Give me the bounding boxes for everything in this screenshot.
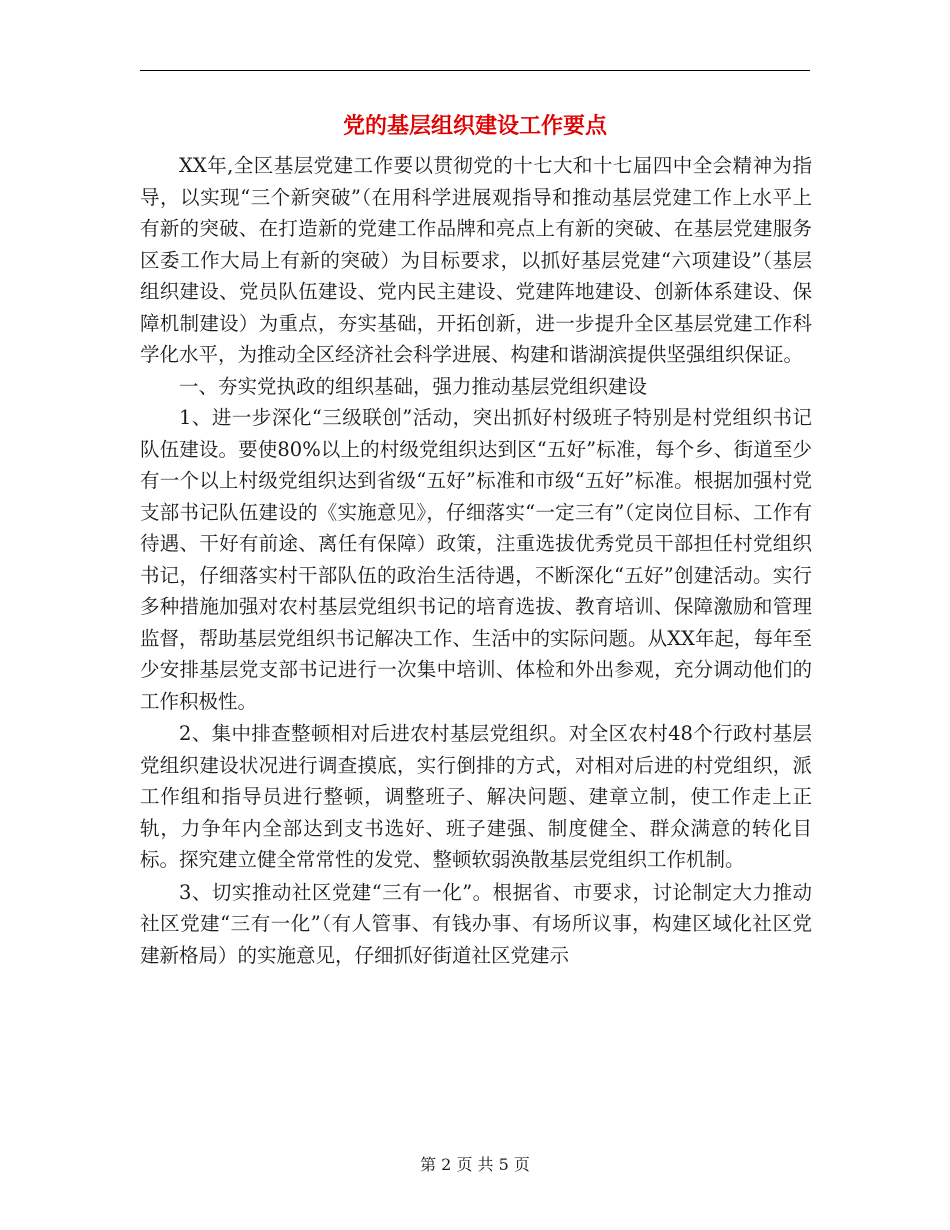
paragraph-item-1: 1、进一步深化“三级联创”活动，突出抓好村级班子特别是村党组织书记队伍建设。要使80%以上的村级党组织达到区“五好”标准，每个乡、街道至少有一个以上村级党组织达到省级“五好”标准和市级“五好”标准。根据加强村党支部书记队伍建设的《实施意见》，仔细落实“一定三有”（定岗位目标、工作有待遇、干好有前途、离任有保障）政策，注重选拔优秀党员干部担任村党组织书记，仔细落实村干部队伍的政治生活待遇，不断深化“五好”创建活动。实行多种措施加强对农村基层党组织书记的培育选拔、教育培训、保障激励和管理监督，帮助基层党组织书记解决工作、生活中的实际问题。从XX年起，每年至少安排基层党支部书记进行一次集中培训、体检和外出参观，充分调动他们的工作积极性。 [140,406,812,713]
paragraph-item-2: 2、集中排查整顿相对后进农村基层党组织。对全区农村48个行政村基层党组织建设状况进行调查摸底，实行倒排的方式，对相对后进的村党组织，派工作组和指导员进行整顿，调整班子、解决问题、建章立制，使工作走上正轨，力争年内全部达到支书选好、班子建强、制度健全、群众满意的转化目标。探究建立健全常常性的发党、整顿软弱涣散基层党组织工作机制。 [140,722,812,871]
section-heading-1: 一、夯实党执政的组织基础，强力推动基层党组织建设 [179,374,648,398]
paragraph-intro: XX年,全区基层党建工作要以贯彻党的十七大和十七届四中全会精神为指导，以实现“三个新突破”（在用科学进展观指导和推动基层党建工作上水平上有新的突破、在打造新的党建工作品牌和亮点上有新的突破、在基层党建服务区委工作大局上有新的突破）为目标要求，以抓好基层党建“六项建设”（基层组织建设、党员队伍建设、党内民主建设、党建阵地建设、创新体系建设、保障机制建设）为重点，夯实基础，开拓创新，进一步提升全区基层党建工作科学化水平，为推动全区经济社会科学进展、构建和谐湖滨提供坚强组织保证。 [140,154,812,366]
header-rule [140,70,810,71]
document-body [140,150,812,971]
paragraph-item-3: 3、切实推动社区党建“三有一化”。根据省、市要求，讨论制定大力推动社区党建“三有一化”（有人管事、有钱办事、有场所议事，构建区域化社区党建新格局）的实施意见，仔细抓好街道社区党建示 [140,880,812,967]
page-footer: 第 2 页 共 5 页 [420,1155,530,1174]
document-title: 党的基层组织建设工作要点 [342,113,607,139]
